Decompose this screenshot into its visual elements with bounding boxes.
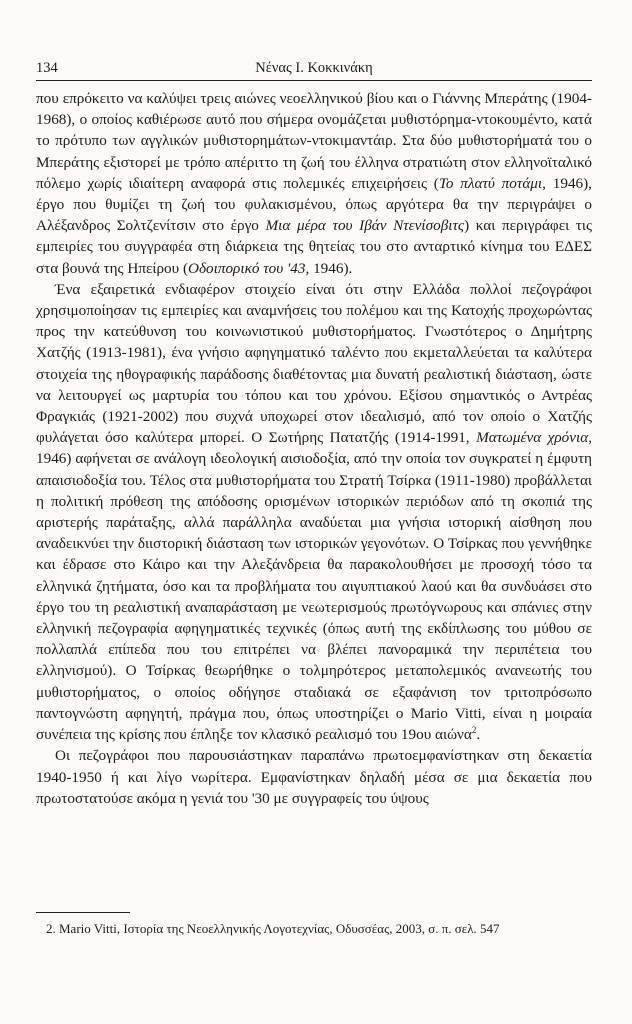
text-run: . [476, 726, 481, 744]
footnote-ref: 2 [471, 725, 477, 736]
text-run: Ένα εξαιρετικά ενδιαφέρον στοιχείο είναι ότι στην Ελλάδα πολλοί πεζογράφοι χρησιμοποίησαν τις εμπειρίες και αναμνήσεις του πολέμου και της Κατοχής προχωρώντας προς την κατεύθυνση του κοινωνιστικού μυθιστορήματος. Γνωστότερος ο Δημήτρης Χατζής (1913-1981), ένα γνήσιο αφηγηματικό ταλέντο που εκμεταλλεύεται τα καλύτερα στοιχεία της ηθογραφικής παράδοσης διαθέτοντας μια δυνατή ρεαλιστική διάσταση, ώστε να λειτουργεί ως μαρτυρία του τόπου και του χρόνου. Εξίσου σημαντικός ο Αντρέας Φραγκιάς (1921-2002) που συχνά υποχωρεί στον ιδεαλισμό, από τον οποίο ο Χατζής φυλάγεται όσο καλύτερα μπορεί. Ο Σωτήρης Πατατζής (1914-1991, [36, 280, 592, 447]
footnote: 2. Mario Vitti, Ιστορία της Νεοελληνικής Λογοτεχνίας, Οδυσσέας, 2003, σ. π. σελ. 547 [46, 921, 500, 936]
italic-title: Μια μέρα του Ιβάν Ντενίσοβιτς [265, 217, 465, 235]
text-run: ) και περιγράφει τις εμπειρίες του συγγραφέα στη διάρκεια της θητείας του στο ανταρτικό κίνημα του ΕΔΕΣ στα βουνά της Ηπείρου ( [36, 217, 593, 277]
page-number: 134 [36, 60, 58, 76]
text-run: , 1946), έργο που θυμίζει τη ζωή του φυλακισμένου, όπως αργότερα θα την περιγράψει ο Αλέξανδρος Σολτζενίτσιν στο έργο [36, 174, 592, 235]
italic-title: Το πλατύ ποτάμι [438, 174, 543, 192]
text-run: Οι πεζογράφοι που παρουσιάστηκαν παραπάνω πρωτοεμφανίστηκαν στη δεκαετία 1940-1950 ή και λίγο νωρίτερα. Εμφανίστηκαν δηλαδή μέσα σε μια δεκαετία που πρωτοστατούσε ακόμα η γενιά του '30 με συγγραφείς του ύψους [36, 747, 592, 807]
paragraph-3 [36, 745, 592, 809]
text-run: , 1946). [305, 259, 353, 277]
paragraph-2 [36, 279, 592, 745]
italic-title: Οδοιπορικό του '43 [188, 259, 306, 277]
body-text [36, 88, 592, 809]
running-title: Νένας Ι. Κοκκινάκη [255, 60, 373, 76]
text-run: , 1946) αφήνεται σε ανάλογη ιδεολογική αισιοδοξία, από την οποία τον συγκρατεί η έμφυτη απαισιοδοξία του. Τέλος στα μυθιστορήματα του Στρατή Τσίρκα (1911-1980) προβάλλεται η πολιτική πρόθεση της απόδοσης ορισμένων ιστορικών περιόδων από τη σκοπιά της αριστερής παράταξης, αλλά παράλληλα αναδύεται μια γνήσια ιστορική αίσθηση που αναδεικνύει την διιστορική διάσταση των ιστορικών γεγονότων. Ο Τσίρκας που γεννήθηκε και έδρασε στο Κάιρο και την Αλεξάνδρεια θα παρακολουθήσει με προσοχή τόσο τα ελληνικά ζητήματα, όσο και τα προβλήματα του αιγυπτιακού λαού και θα συνδυάσει στο έργο του τη ρεαλιστική αναπαράσταση με νεωτερισμούς πρωτόγνωρους και σπάνιες στην ελληνική πεζογραφία αφηγηματικές τεχνικές (όπως αυτή της εκδίπλωσης του μύθου σε πολλαπλά επίπεδα που του επιτρέπει να βλέπει πανοραμικά την περιπέτεια του ελληνισμού). Ο Τσίρκας θεωρήθηκε ο τολμηρότερος μεταπολεμικός ανανεωτής του μυθιστορήματος, ο οποίος οδήγησε σταδιακά σε εξαφάνιση τον τριτοπρόσωπο παντογνώστη αφηγητή, πράγμα που, όπως υποστηρίζει ο Mario Vitti, είναι η μοιραία συνέπεια της κρίσης που έπληξε τον κλασικό ρεαλισμό του 19ου αιώνα [36, 429, 592, 744]
paragraph-1 [36, 88, 592, 279]
page-header [36, 60, 592, 81]
footnote-rule [36, 912, 130, 913]
italic-title: Ματωμένα χρόνια [476, 429, 589, 447]
text-run: που επρόκειτο να καλύψει τρεις αιώνες νεοελληνικού βίου και ο Γιάννης Μπεράτης (1904-1968), ο οποίος καθιέρωσε αυτό που σήμερα ονομάζεται μυθιστόρημα-ντοκουμέντο, κατά το πρότυπο των αγγλικών μυθιστορημάτων-ντοκιμαντάιρ. Στα δύο μυθιστορήματά του ο Μπεράτης εξιστορεί με τρόπο απέριττο τη ζωή του έλληνα στρατιώτη στον ελληνοϊταλικό πόλεμο χωρίς ιδιαίτερη αναφορά στις πολεμικές επιχειρήσεις ( [36, 90, 592, 192]
